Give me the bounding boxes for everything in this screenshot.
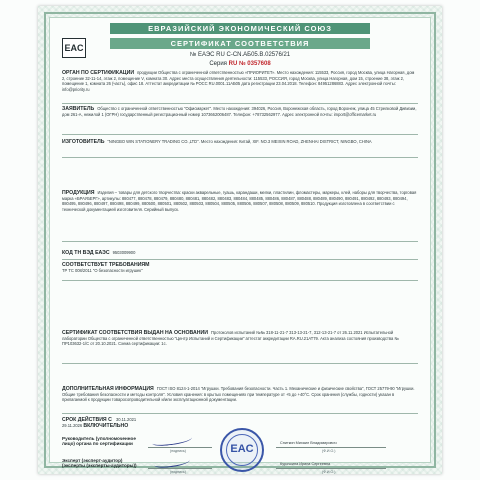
requirements-text: ТР ТС 008/2011 "О безопасности игрушек": [62, 268, 143, 274]
divider: [62, 157, 418, 158]
head-name-sub: (Ф.И.О.): [322, 449, 336, 453]
maker-section: [62, 139, 418, 145]
union-banner: ЕВРАЗИЙСКИЙ ЭКОНОМИЧЕСКИЙ СОЮЗ: [110, 23, 370, 34]
expert-signature: [154, 456, 191, 469]
series-number: № 0357608: [238, 61, 271, 67]
validity-to-label: ВКЛЮЧИТЕЛЬНО: [83, 423, 129, 430]
divider: [62, 241, 418, 242]
validity-to-date: 29.11.2026: [62, 423, 83, 429]
expert-signature-sub: (подпись): [170, 470, 186, 474]
extra-section: [62, 386, 418, 403]
requirements-heading: СООТВЕТСТВУЕТ ТРЕБОВАНИЯМ: [62, 262, 150, 268]
product-text: Изделия – товары для детского творчества: краски акварельные, гуашь, карандаши, мелки, пластилин, фломастеры, маркеры, клей, наборы для творчества, торговая марка «БРАУБЕРГ», артикулы: 880477, 880478, 880479, 880480, 880481, 880482, 880483, 880484, 880485, 880486, 880487, 880488, 880489, 880490, 880491, 880492, 880493, 880494, 880495, 880496, 880497, 880498, 880499, 880500, 880501, 880502, 880503, 880504, 880505, 880506, 880507, 880508, 880509, 880510. Продукция изготовлена в соответствии с технической документацией изготовителя. Серийный выпуск.: [62, 190, 417, 212]
organ-heading: ОРГАН ПО СЕРТИФИКАЦИИ: [62, 70, 135, 76]
certificate-title: СЕРТИФИКАТ СООТВЕТСТВИЯ: [110, 38, 370, 49]
extra-text: ГОСТ ISO 8124-1-2014 "Игрушки. Требования безопасности. Часть 1. Механические и физические свойства", ГОСТ 25779-90 "Игрушки. Общие требования безопасности и методы контроля". Условия хранения: в крытых помещениях при температуре от +5 до +40°С. Срок хранения (службы, годности) указан в прилагаемой к продукции товаросопроводительной и/или эксплуатационной документации.: [62, 386, 415, 403]
stamp-eac-text: EAC: [230, 443, 254, 455]
divider: [62, 413, 418, 414]
expert-name: Курочкина Ирина Сергеевна: [280, 462, 331, 466]
official-stamp: [220, 428, 264, 472]
head-signature-label: Руководитель (уполномоченное лицо) органа по сертификации: [62, 436, 136, 446]
validity-from-date: 30.11.2021: [115, 417, 137, 422]
applicant-text: Общество с ограниченной ответственностью "Офисмаркет". Место нахождения: 394026, Россия, Воронежская область, город Воронеж, улица 45 Стрелковой Дивизии, дом 261-А, нежилой 1 (ОГРН) государственный регистрационный номер 1073662006487. Телефон: +78732562977. Адрес электронной почты: import@officemarket.ru: [62, 106, 417, 118]
certificate-number-prefix: № ЕАЭС: [189, 52, 215, 58]
certificate-number-value: RU C-CN.АБ05.В.02576/21: [216, 52, 291, 58]
divider: [62, 103, 418, 104]
expert-signature-line: [148, 468, 212, 469]
validity-from-label: СРОК ДЕЙСТВИЯ С: [62, 417, 112, 423]
divider: [62, 259, 418, 260]
validity-to-row: [62, 423, 212, 429]
extra-heading: ДОПОЛНИТЕЛЬНАЯ ИНФОРМАЦИЯ: [62, 386, 154, 392]
certificate-number: [50, 52, 430, 58]
tnved-section: [62, 250, 418, 256]
maker-heading: ИЗГОТОВИТЕЛЬ: [62, 139, 105, 145]
maker-text: "NINGBO WIN STATIONERY TRADING CO.,LTD". Место нахождения: Китай, XIF. NO.3 MEIXIN ROAD, ZHENHAI DISTRICT, NINGBO, CHINA: [107, 139, 372, 144]
head-name-line: [276, 447, 386, 448]
basis-text: Протоколов испытаний №№ 318-11-21-7 313-13-21-7, 312-13-21-7 от 26.11.2021 Испытательной лаборатории Общества с ограниченной ответственностью "Центр Испытаний и Сертификации" аттестат аккредитации RA.RU.21АТ79. Акта анализа состояния производства № ПР103632-1/С от 20.10.2021. Схема сертификации: 1с.: [62, 330, 399, 347]
organ-section: [62, 70, 418, 92]
series-label: Серия: [209, 61, 227, 67]
basis-section: [62, 330, 418, 347]
head-signature-sub: (подпись): [170, 449, 186, 453]
series-code: RU: [228, 61, 238, 67]
tnved-heading: КОД ТН ВЭД ЕАЭС: [62, 250, 110, 256]
applicant-section: [62, 106, 418, 117]
divider: [62, 363, 418, 364]
expert-name-line: [276, 468, 386, 469]
expert-name-sub: (Ф.И.О.): [322, 470, 336, 474]
divider: [62, 280, 418, 281]
certificate-body: [49, 17, 431, 474]
head-signature: [152, 434, 193, 447]
tnved-text: 9503009900: [112, 250, 136, 255]
certificate-frame: [38, 6, 442, 474]
series-line: [50, 61, 430, 67]
validity-section: [62, 417, 212, 429]
head-name: Сниткин Михаил Владимирович: [280, 441, 337, 445]
eac-logo-icon: EAC: [62, 38, 86, 58]
expert-signature-label: Эксперт (эксперт-аудитор) (эксперты (эксперты-аудиторы)): [62, 458, 137, 468]
head-signature-line: [148, 447, 212, 448]
product-section: [62, 190, 418, 212]
applicant-heading: ЗАЯВИТЕЛЬ: [62, 106, 95, 112]
product-heading: ПРОДУКЦИЯ: [62, 190, 95, 196]
organ-text: продукции Общества с ограниченной ответственностью «ПРИОРИТЕТ». Место нахождения: 115533, Россия, город Москва, улица Нагорная, дом 2, строение 32-11-14, этаж 2, помещение V, комната 30. Адрес места осуществления деятельности: 115533, РОССИЯ, город Москва, улица Нагорная, дом 15, строение 38, этаж 2, помещение 1, комната 26 (часть), офис 18. Аттестат аккредитации № РОСС RU.0001.11АБ05 дата регистрации 23.04.2018. Телефон: 84951286883. Адрес электронной почты: info@priority.ru: [62, 70, 415, 92]
divider: [62, 134, 418, 135]
basis-heading: СЕРТИФИКАТ СООТВЕТСТВИЯ ВЫДАН НА ОСНОВАНИИ: [62, 330, 208, 336]
certificate-border: [44, 12, 436, 474]
requirements-section: [62, 263, 418, 273]
